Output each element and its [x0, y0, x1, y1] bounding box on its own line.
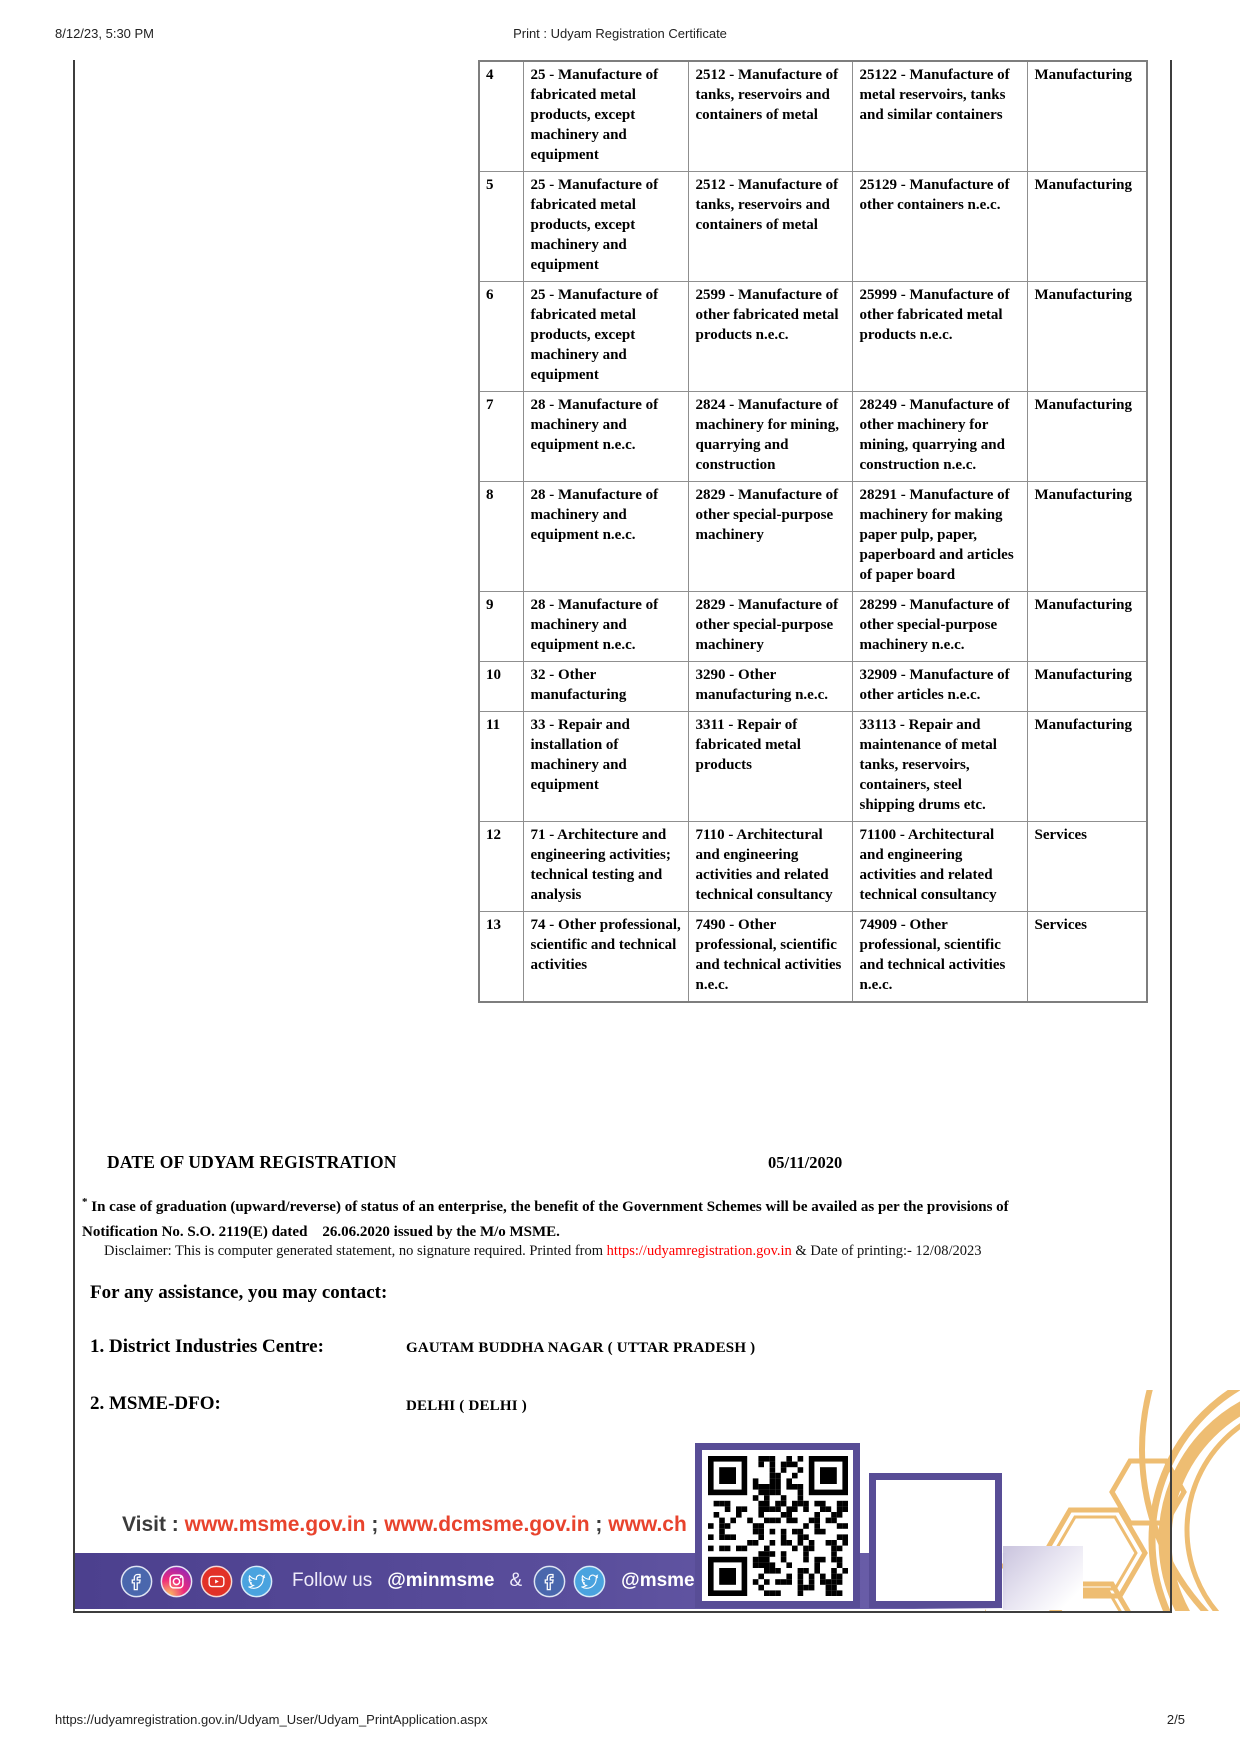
table-cell: 28291 - Manufacture of machinery for making paper pulp, paper, paperboard and articles of paper board: [852, 482, 1027, 592]
table-row: [479, 282, 1147, 392]
table-cell: 7490 - Other professional, scientific and technical activities n.e.c.: [688, 912, 852, 1003]
table-cell: 2512 - Manufacture of tanks, reservoirs and containers of metal: [688, 172, 852, 282]
youtube-icon: [200, 1565, 233, 1598]
row-number-cell: 10: [479, 662, 523, 712]
dcmsme-gov-link[interactable]: www.dcmsme.gov.in: [384, 1513, 590, 1536]
print-header-datetime: 8/12/23, 5:30 PM: [55, 26, 155, 41]
table-cell: 32 - Other manufacturing: [523, 662, 688, 712]
print-footer-url: https://udyamregistration.gov.in/Udyam_User/Udyam_PrintApplication.aspx: [55, 1712, 488, 1727]
assistance-heading: For any assistance, you may contact:: [90, 1282, 388, 1303]
district-industries-centre-value: GAUTAM BUDDHA NAGAR ( UTTAR PRADESH ): [406, 1340, 756, 1356]
row-number-cell: 12: [479, 822, 523, 912]
table-cell: 33113 - Repair and maintenance of metal tanks, reservoirs, containers, steel shipping drums etc.: [852, 712, 1027, 822]
social-footer-bar: [75, 1553, 1007, 1609]
row-number-cell: 5: [479, 172, 523, 282]
msme-dfo-value: DELHI ( DELHI ): [406, 1398, 527, 1414]
table-cell: 3311 - Repair of fabricated metal products: [688, 712, 852, 822]
table-cell: 2599 - Manufacture of other fabricated metal products n.e.c.: [688, 282, 852, 392]
instagram-icon: [160, 1565, 193, 1598]
minmsme-handle: @minmsme: [387, 1570, 495, 1591]
follow-us-text: Follow us: [292, 1570, 373, 1591]
table-cell: Manufacturing: [1027, 61, 1147, 172]
twitter-icon: [573, 1565, 606, 1598]
table-cell: 25122 - Manufacture of metal reservoirs, tanks and similar containers: [852, 61, 1027, 172]
qr-code: [708, 1456, 848, 1596]
table-row: [479, 822, 1147, 912]
msme-handle-truncated: @msme: [621, 1570, 695, 1591]
table-cell: 71 - Architecture and engineering activities; technical testing and analysis: [523, 822, 688, 912]
empty-stamp-box: [869, 1473, 1002, 1608]
row-number-cell: 7: [479, 392, 523, 482]
table-cell: 74 - Other professional, scientific and technical activities: [523, 912, 688, 1003]
separator: ;: [589, 1513, 609, 1536]
facebook-icon: [120, 1565, 153, 1598]
row-number-cell: 6: [479, 282, 523, 392]
table-row: [479, 912, 1147, 1003]
gradient-patch-decoration: [1003, 1546, 1083, 1610]
table-cell: Manufacturing: [1027, 392, 1147, 482]
table-cell: Manufacturing: [1027, 172, 1147, 282]
row-number-cell: 13: [479, 912, 523, 1003]
table-cell: 28 - Manufacture of machinery and equipment n.e.c.: [523, 592, 688, 662]
district-industries-centre-label: 1. District Industries Centre:: [90, 1336, 324, 1357]
table-cell: Manufacturing: [1027, 592, 1147, 662]
table-row: [479, 712, 1147, 822]
facebook-icon: [533, 1565, 566, 1598]
champions-gov-link-truncated[interactable]: www.ch: [608, 1513, 687, 1536]
table-cell: Manufacturing: [1027, 282, 1147, 392]
visit-label: Visit :: [122, 1513, 179, 1536]
table-cell: 33 - Repair and installation of machinery and equipment: [523, 712, 688, 822]
graduation-note: [82, 1190, 1032, 1245]
table-cell: 32909 - Manufacture of other articles n.e.c.: [852, 662, 1027, 712]
table-row: [479, 172, 1147, 282]
table-cell: Services: [1027, 822, 1147, 912]
separator: ;: [365, 1513, 385, 1536]
graduation-note-text: In case of graduation (upward/reverse) of status of an enterprise, the benefit of the Government Schemes will be availed as per the provisions of Notification No. S.O. 2119(E) dated 26.06.2020 issued by the M/o MSME.: [82, 1199, 1013, 1240]
row-number-cell: 9: [479, 592, 523, 662]
msme-dfo-label: 2. MSME-DFO:: [90, 1393, 221, 1414]
table-cell: 71100 - Architectural and engineering activities and related technical consultancy: [852, 822, 1027, 912]
table-cell: 25999 - Manufacture of other fabricated metal products n.e.c.: [852, 282, 1027, 392]
table-cell: Services: [1027, 912, 1147, 1003]
table-row: [479, 662, 1147, 712]
table-cell: 28249 - Manufacture of other machinery for mining, quarrying and construction n.e.c.: [852, 392, 1027, 482]
date-of-registration-value: 05/11/2020: [768, 1153, 843, 1172]
table-cell: Manufacturing: [1027, 662, 1147, 712]
ampersand: &: [509, 1570, 523, 1591]
table-row: [479, 592, 1147, 662]
disclaimer-line: [104, 1243, 1154, 1260]
table-cell: 28299 - Manufacture of other special-purpose machinery n.e.c.: [852, 592, 1027, 662]
row-number-cell: 8: [479, 482, 523, 592]
table-cell: Manufacturing: [1027, 712, 1147, 822]
asterisk-marker: *: [82, 1196, 88, 1208]
disclaimer-text: Disclaimer: This is computer generated statement, no signature required. Printed from: [104, 1243, 607, 1259]
row-number-cell: 11: [479, 712, 523, 822]
table-cell: 7110 - Architectural and engineering activities and related technical consultancy: [688, 822, 852, 912]
table-cell: 3290 - Other manufacturing n.e.c.: [688, 662, 852, 712]
table-cell: Manufacturing: [1027, 482, 1147, 592]
table-cell: 28 - Manufacture of machinery and equipment n.e.c.: [523, 392, 688, 482]
print-footer-page-number: 2/5: [1166, 1712, 1185, 1727]
table-row: [479, 61, 1147, 172]
table-cell: 2829 - Manufacture of other special-purpose machinery: [688, 592, 852, 662]
table-cell: 2512 - Manufacture of tanks, reservoirs and containers of metal: [688, 61, 852, 172]
table-cell: 25 - Manufacture of fabricated metal products, except machinery and equipment: [523, 282, 688, 392]
date-of-registration-label: DATE OF UDYAM REGISTRATION: [107, 1152, 397, 1172]
table-cell: 25 - Manufacture of fabricated metal products, except machinery and equipment: [523, 172, 688, 282]
table-row: [479, 482, 1147, 592]
print-header-title: Print : Udyam Registration Certificate: [513, 26, 727, 41]
twitter-icon: [240, 1565, 273, 1598]
table-cell: 25129 - Manufacture of other containers n.e.c.: [852, 172, 1027, 282]
table-cell: 2829 - Manufacture of other special-purpose machinery: [688, 482, 852, 592]
row-number-cell: 4: [479, 61, 523, 172]
nic-code-table: [478, 60, 1148, 1003]
table-cell: 25 - Manufacture of fabricated metal products, except machinery and equipment: [523, 61, 688, 172]
msme-gov-link[interactable]: www.msme.gov.in: [184, 1513, 366, 1536]
table-row: [479, 392, 1147, 482]
visit-links-line: [122, 1513, 687, 1537]
qr-code-box: [695, 1443, 860, 1608]
table-cell: 2824 - Manufacture of machinery for mining, quarrying and construction: [688, 392, 852, 482]
udyam-registration-link[interactable]: https://udyamregistration.gov.in: [606, 1243, 792, 1259]
disclaimer-suffix: & Date of printing:- 12/08/2023: [791, 1243, 982, 1259]
table-cell: 74909 - Other professional, scientific and technical activities n.e.c.: [852, 912, 1027, 1003]
table-cell: 28 - Manufacture of machinery and equipment n.e.c.: [523, 482, 688, 592]
